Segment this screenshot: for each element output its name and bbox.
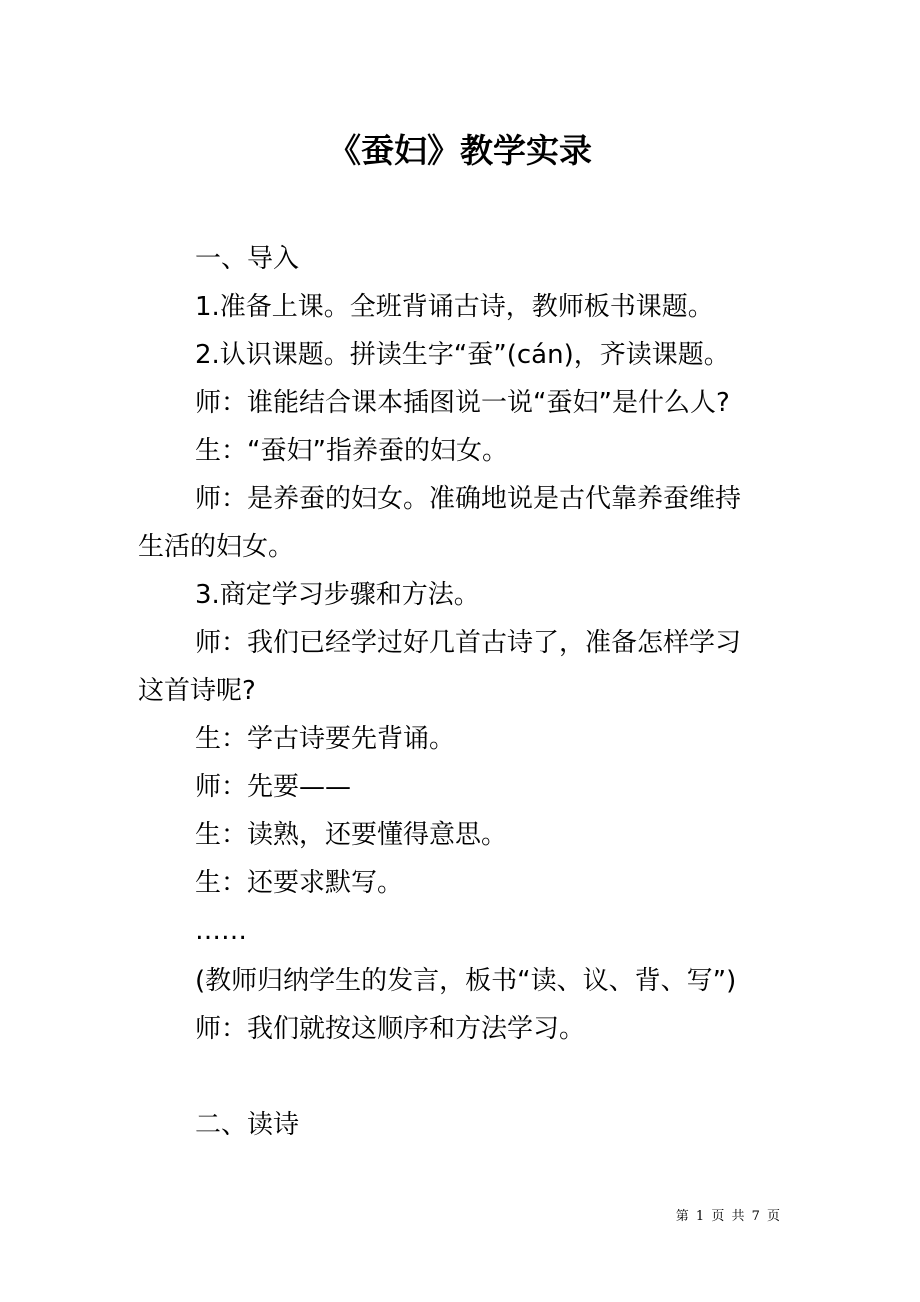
document-title: 《蚕妇》教学实录 [328,131,592,170]
paragraph-line: 师：我们已经学过好几首古诗了，准备怎样学习 [195,628,742,658]
paragraph-line: 1.准备上课。全班背诵古诗，教师板书课题。 [195,292,714,322]
paragraph-line-continued: 这首诗呢? [138,676,256,706]
section-heading-intro: 一、导入 [195,244,300,274]
paragraph-line: 生：读熟，还要懂得意思。 [195,820,508,850]
paragraph-line: 师：谁能结合课本插图说一说“蚕妇”是什么人? [195,388,730,418]
paragraph-line-continued: 生活的妇女。 [138,532,295,562]
section-heading-read-poem: 二、读诗 [195,1110,300,1140]
paragraph-line: (教师归纳学生的发言，板书“读、议、背、写”) [195,966,737,996]
paragraph-line: 3.商定学习步骤和方法。 [195,580,480,610]
paragraph-line: 2.认识课题。拼读生字“蚕”(cán)，齐读课题。 [195,340,730,370]
paragraph-line: 师：我们就按这顺序和方法学习。 [195,1014,586,1044]
paragraph-line: 师：先要—— [195,772,352,802]
paragraph-line: 生：学古诗要先背诵。 [195,724,456,754]
paragraph-line: 生：“蚕妇”指养蚕的妇女。 [195,436,508,466]
paragraph-line: 师：是养蚕的妇女。准确地说是古代靠养蚕维持 [195,484,742,514]
page-number-footer: 第 1 页 共 7 页 [675,1209,780,1224]
ellipsis-line: …… [195,916,247,946]
paragraph-line: 生：还要求默写。 [195,868,404,898]
